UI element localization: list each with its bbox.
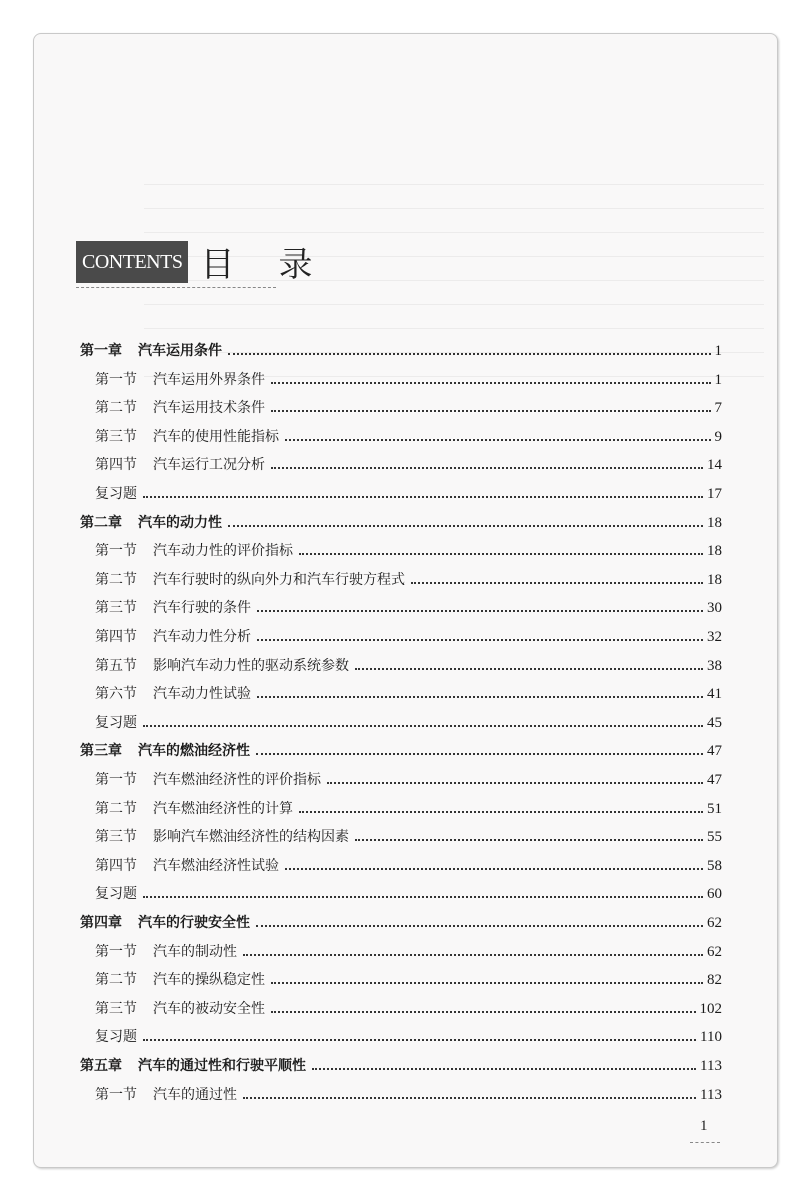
entry-page: 113 [700,1058,722,1074]
entry-title: 汽车的通过性和行驶平顺性 [138,1058,306,1074]
entry-title: 汽车燃油经济性的计算 [153,800,293,817]
entry-number: 第四节 [95,857,137,874]
toc-chapter-entry[interactable] [80,338,722,360]
entry-page: 55 [707,829,722,846]
entry-page: 60 [707,886,722,903]
entry-page: 18 [707,514,722,531]
entry-page: 30 [707,600,722,617]
entry-page: 51 [707,800,722,817]
entry-page: 47 [707,772,722,788]
contents-badge: CONTENTS [76,241,188,283]
dot-leader [257,610,703,612]
entry-page: 113 [700,1086,722,1103]
entry-number: 第五章 [80,1058,122,1074]
toc-chapter-entry[interactable] [80,1053,722,1075]
dot-leader [257,639,703,641]
toc-section-entry[interactable] [95,996,722,1018]
toc-section-entry[interactable] [95,881,722,903]
entry-number: 第二节 [95,400,137,417]
entry-number: 复习题 [95,714,137,731]
entry-page: 38 [707,657,722,674]
toc-section-entry[interactable] [95,767,722,789]
entry-number: 第五节 [95,657,137,674]
dot-leader [143,496,703,498]
toc-section-entry[interactable] [95,567,722,589]
entry-title: 影响汽车动力性的驱动系统参数 [153,657,349,674]
entry-page: 82 [707,972,722,989]
dot-leader [271,467,703,469]
entry-number: 第一节 [95,371,137,388]
entry-number: 第二章 [80,514,122,531]
toc-section-entry[interactable] [95,452,722,474]
entry-page: 32 [707,629,722,645]
entry-number: 第一节 [95,943,137,960]
toc-section-entry[interactable] [95,681,722,703]
dot-leader [228,353,711,355]
entry-number: 复习题 [95,486,137,502]
toc-section-entry[interactable] [95,367,722,389]
entry-number: 第六节 [95,686,137,703]
dot-leader [243,1097,696,1099]
entry-page: 58 [707,857,722,874]
entry-page: 62 [707,943,722,960]
entry-number: 第二节 [95,571,137,588]
toc-section-entry[interactable] [95,538,722,560]
entry-page: 1 [714,371,722,388]
entry-page: 110 [700,1029,722,1046]
entry-page: 7 [714,400,722,417]
dot-leader [271,1011,696,1013]
entry-title: 汽车的被动安全性 [153,1000,265,1017]
dot-leader [299,811,703,813]
entry-title: 汽车运行工况分析 [153,457,265,474]
entry-title: 汽车燃油经济性试验 [153,857,279,874]
header-divider [76,287,276,288]
toc-chapter-entry[interactable] [80,510,722,532]
entry-page: 62 [707,915,722,931]
entry-title: 汽车的通过性 [153,1086,237,1103]
entry-title: 汽车的制动性 [153,943,237,960]
entry-page: 41 [707,686,722,703]
entry-title: 汽车动力性试验 [153,686,251,703]
entry-title: 汽车行驶时的纵向外力和汽车行驶方程式 [153,571,405,588]
dot-leader [143,1039,696,1041]
toc-section-entry[interactable] [95,624,722,646]
entry-number: 复习题 [95,1029,137,1046]
dot-leader [312,1068,696,1070]
entry-title: 汽车的操纵稳定性 [153,972,265,989]
entry-title: 汽车动力性的评价指标 [153,543,293,560]
toc-section-entry[interactable] [95,710,722,732]
dot-leader [243,954,703,956]
toc-section-entry[interactable] [95,796,722,818]
entry-number: 第三章 [80,743,122,760]
contents-header [76,237,356,286]
entry-number: 第四章 [80,915,122,931]
entry-title: 影响汽车燃油经济性的结构因素 [153,829,349,846]
entry-number: 第二节 [95,972,137,989]
entry-number: 第三节 [95,428,137,445]
toc-section-entry[interactable] [95,824,722,846]
entry-page: 18 [707,571,722,588]
entry-title: 汽车的使用性能指标 [153,428,279,445]
entry-number: 第四节 [95,629,137,645]
dot-leader [355,839,703,841]
toc-section-entry[interactable] [95,1024,722,1046]
dot-leader [256,925,703,927]
entry-number: 第三节 [95,829,137,846]
entry-number: 第二节 [95,800,137,817]
entry-title: 汽车的燃油经济性 [138,743,250,760]
toc-section-entry[interactable] [95,595,722,617]
entry-title: 汽车的动力性 [138,514,222,531]
dot-leader [285,868,703,870]
dot-leader [271,382,711,384]
entry-page: 45 [707,714,722,731]
dot-leader [411,582,703,584]
entry-page: 47 [707,743,722,760]
dot-leader [299,553,703,555]
entry-title: 汽车运用条件 [138,343,222,359]
entry-number: 第一节 [95,772,137,788]
dot-leader [143,725,703,727]
page-number-ornament [690,1136,720,1143]
toc-chapter-entry[interactable] [80,910,722,932]
toc-section-entry[interactable] [95,424,722,446]
entry-title: 汽车的行驶安全性 [138,915,250,931]
entry-number: 第一章 [80,343,122,359]
toc-section-entry[interactable] [95,1082,722,1104]
entry-page: 14 [707,457,722,474]
dot-leader [271,982,703,984]
entry-page: 9 [714,428,722,445]
page-number: 1 [700,1118,708,1134]
dot-leader [355,668,703,670]
entry-page: 17 [707,486,722,502]
entry-page: 18 [707,543,722,560]
toc-section-entry[interactable] [95,939,722,961]
entry-number: 第三节 [95,600,137,617]
entry-number: 第一节 [95,543,137,560]
dot-leader [257,696,703,698]
dot-leader [285,439,711,441]
entry-title: 汽车运用技术条件 [153,400,265,417]
entry-number: 第一节 [95,1086,137,1103]
entry-number: 第四节 [95,457,137,474]
dot-leader [256,753,703,755]
page-title: 目录 [200,245,357,285]
toc-chapter-entry[interactable] [80,738,722,760]
toc-section-entry[interactable] [95,481,722,503]
dot-leader [327,782,703,784]
toc-section-entry[interactable] [95,653,722,675]
entry-number: 复习题 [95,886,137,903]
toc-section-entry[interactable] [95,853,722,875]
entry-number: 第三节 [95,1000,137,1017]
dot-leader [271,410,711,412]
dot-leader [143,896,703,898]
entry-title: 汽车动力性分析 [153,629,251,645]
entry-title: 汽车运用外界条件 [153,371,265,388]
toc-section-entry[interactable] [95,395,722,417]
entry-page: 1 [714,343,722,359]
toc-section-entry[interactable] [95,967,722,989]
entry-title: 汽车燃油经济性的评价指标 [153,772,321,788]
entry-page: 102 [699,1000,722,1017]
dot-leader [228,525,703,527]
entry-title: 汽车行驶的条件 [153,600,251,617]
